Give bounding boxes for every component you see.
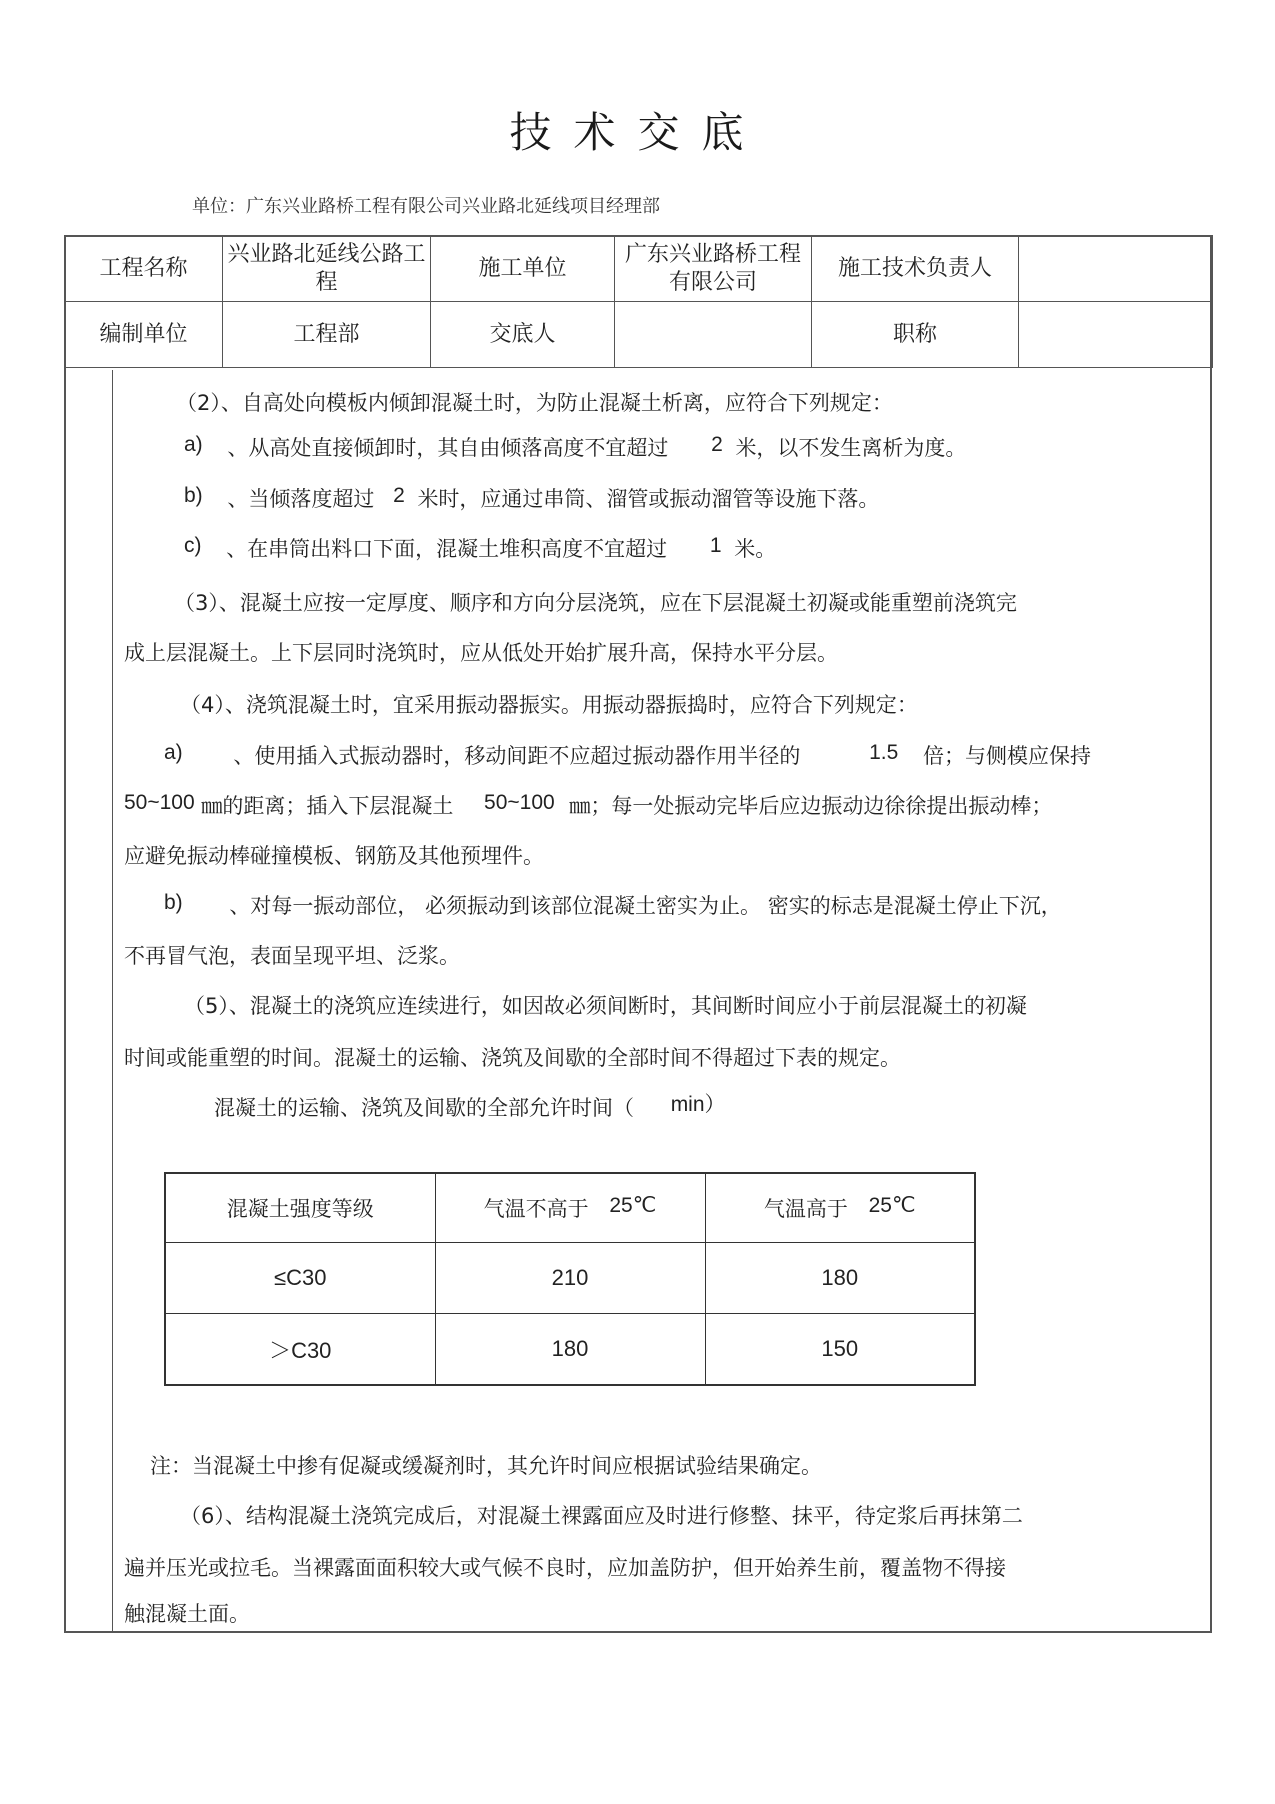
paragraph-text: 、在串筒出料口下面，混凝土堆积高度不宜超过 (226, 537, 668, 561)
construction-unit: 广东兴业路桥工程有限公司 (615, 236, 812, 302)
inline-number: 2 (393, 484, 405, 507)
header-text: 气温不高于 (483, 1197, 589, 1221)
table-cell: 180 (435, 1314, 705, 1386)
list-marker: a) (164, 741, 183, 764)
list-marker: b) (184, 484, 203, 507)
paragraph-4b (164, 890, 1062, 920)
paragraph-text: 、使用插入式振动器时，移动间距不应超过振动器作用半径的 (233, 744, 801, 768)
label-tech-lead: 施工技术负责人 (812, 236, 1019, 302)
table-caption (214, 1092, 726, 1122)
header-temp: 25℃ (868, 1194, 916, 1217)
paragraph-6-line1: （6）、结构混凝土浇筑完成后，对混凝土裸露面应及时进行修整、抹平，待定浆后再抹第二 (180, 1504, 1023, 1528)
paragraph-text: 米。 (734, 537, 777, 561)
paragraph-4b-line2: 不再冒气泡，表面呈现平坦、泛浆。 (124, 944, 460, 968)
paragraph-2a (184, 432, 966, 462)
paragraph-3-line1: （3）、混凝土应按一定厚度、顺序和方向分层浇筑，应在下层混凝土初凝或能重塑前浇筑完 (174, 591, 1017, 615)
paragraph-text: 倍；与侧模应保持 (922, 744, 1091, 768)
table-cell: ≤C30 (165, 1243, 435, 1314)
label-project-name: 工程名称 (65, 236, 223, 302)
paragraph-5-line1: （5）、混凝土的浇筑应连续进行，如因故必须间断时，其间断时间应小于前层混凝土的初凝 (184, 994, 1027, 1018)
paragraph-4a-line2 (124, 790, 1052, 820)
list-marker: b) (164, 891, 183, 914)
paragraph-text: 米时，应通过串筒、溜管或振动溜管等设施下落。 (417, 487, 880, 511)
paragraph-text: ㎜的距离；插入下层混凝土 (201, 794, 454, 818)
list-marker: c) (184, 534, 202, 557)
table-row (165, 1243, 975, 1314)
paragraph-4a (164, 740, 1091, 770)
label-compiler: 编制单位 (65, 302, 223, 368)
paragraph-2c (184, 533, 776, 563)
table-cell: 180 (705, 1243, 975, 1314)
project-name: 兴业路北延线公路工程 (223, 236, 431, 302)
column-header (435, 1173, 705, 1243)
list-marker: a) (184, 433, 203, 456)
inline-number: 50~100 (124, 791, 195, 814)
title-value (1019, 302, 1213, 368)
left-margin-line (112, 370, 113, 1633)
table-cell: ＞C30 (165, 1314, 435, 1386)
header-temp: 25℃ (609, 1194, 657, 1217)
paragraph-text: 、从高处直接倾卸时，其自由倾落高度不宜超过 (227, 436, 669, 460)
time-table (164, 1172, 976, 1386)
label-title: 职称 (812, 302, 1019, 368)
header-row (65, 302, 1213, 368)
paragraph-text: ㎜；每一处振动完毕后应边振动边徐徐提出振动棒； (569, 794, 1053, 818)
tech-lead-value (1019, 236, 1213, 302)
inline-number: 1 (709, 534, 722, 557)
paragraph-3-line2: 成上层混凝土。上下层同时浇筑时，应从低处开始扩展升高，保持水平分层。 (124, 641, 838, 665)
inline-number: 1.5 (869, 741, 899, 764)
label-construction-unit: 施工单位 (431, 236, 615, 302)
paragraph-6-line3: 触混凝土面。 (124, 1602, 250, 1626)
paragraph-6-line2: 遍并压光或拉毛。当裸露面面积较大或气候不良时，应加盖防护，但开始养生前，覆盖物不得接 (124, 1556, 1006, 1580)
column-header (705, 1173, 975, 1243)
table-cell: 210 (435, 1243, 705, 1314)
paragraph-4a-line3: 应避免振动棒碰撞模板、钢筋及其他预埋件。 (124, 844, 544, 868)
unit-line: 单位：广东兴业路桥工程有限公司兴业路北延线项目经理部 (192, 196, 660, 217)
paragraph-5-line2: 时间或能重塑的时间。混凝土的运输、浇筑及间歇的全部时间不得超过下表的规定。 (124, 1046, 901, 1070)
label-discloser: 交底人 (431, 302, 615, 368)
column-header: 混凝土强度等级 (165, 1173, 435, 1243)
inline-number: 50~100 (484, 791, 555, 814)
caption-text: 混凝土的运输、浇筑及间歇的全部允许时间（ (214, 1096, 634, 1120)
paragraph-4: （4）、浇筑混凝土时，宜采用振动器振实。用振动器振捣时，应符合下列规定： (180, 693, 918, 717)
discloser-value (615, 302, 812, 368)
paragraph-text: 、对每一振动部位， 必须振动到该部位混凝土密实为止。 密实的标志是混凝土停止下沉， (229, 894, 1062, 918)
header-text: 气温高于 (763, 1197, 848, 1221)
paragraph-2b (184, 483, 879, 513)
header-row (65, 236, 1213, 302)
compiler-value: 工程部 (223, 302, 431, 368)
table-header-row (165, 1173, 975, 1243)
table-cell: 150 (705, 1314, 975, 1386)
table-row (165, 1314, 975, 1386)
document-title: 技术交底 (509, 108, 766, 157)
paragraph-text: 、当倾落度超过 (227, 487, 375, 511)
paragraph-text: 米，以不发生离析为度。 (735, 436, 967, 460)
header-table (64, 235, 1213, 368)
caption-unit: min） (670, 1093, 726, 1116)
inline-number: 2 (711, 433, 723, 456)
note: 注：当混凝土中掺有促凝或缓凝剂时，其允许时间应根据试验结果确定。 (150, 1454, 822, 1478)
paragraph-2: （2）、自高处向模板内倾卸混凝土时，为防止混凝土析离，应符合下列规定： (176, 391, 893, 415)
